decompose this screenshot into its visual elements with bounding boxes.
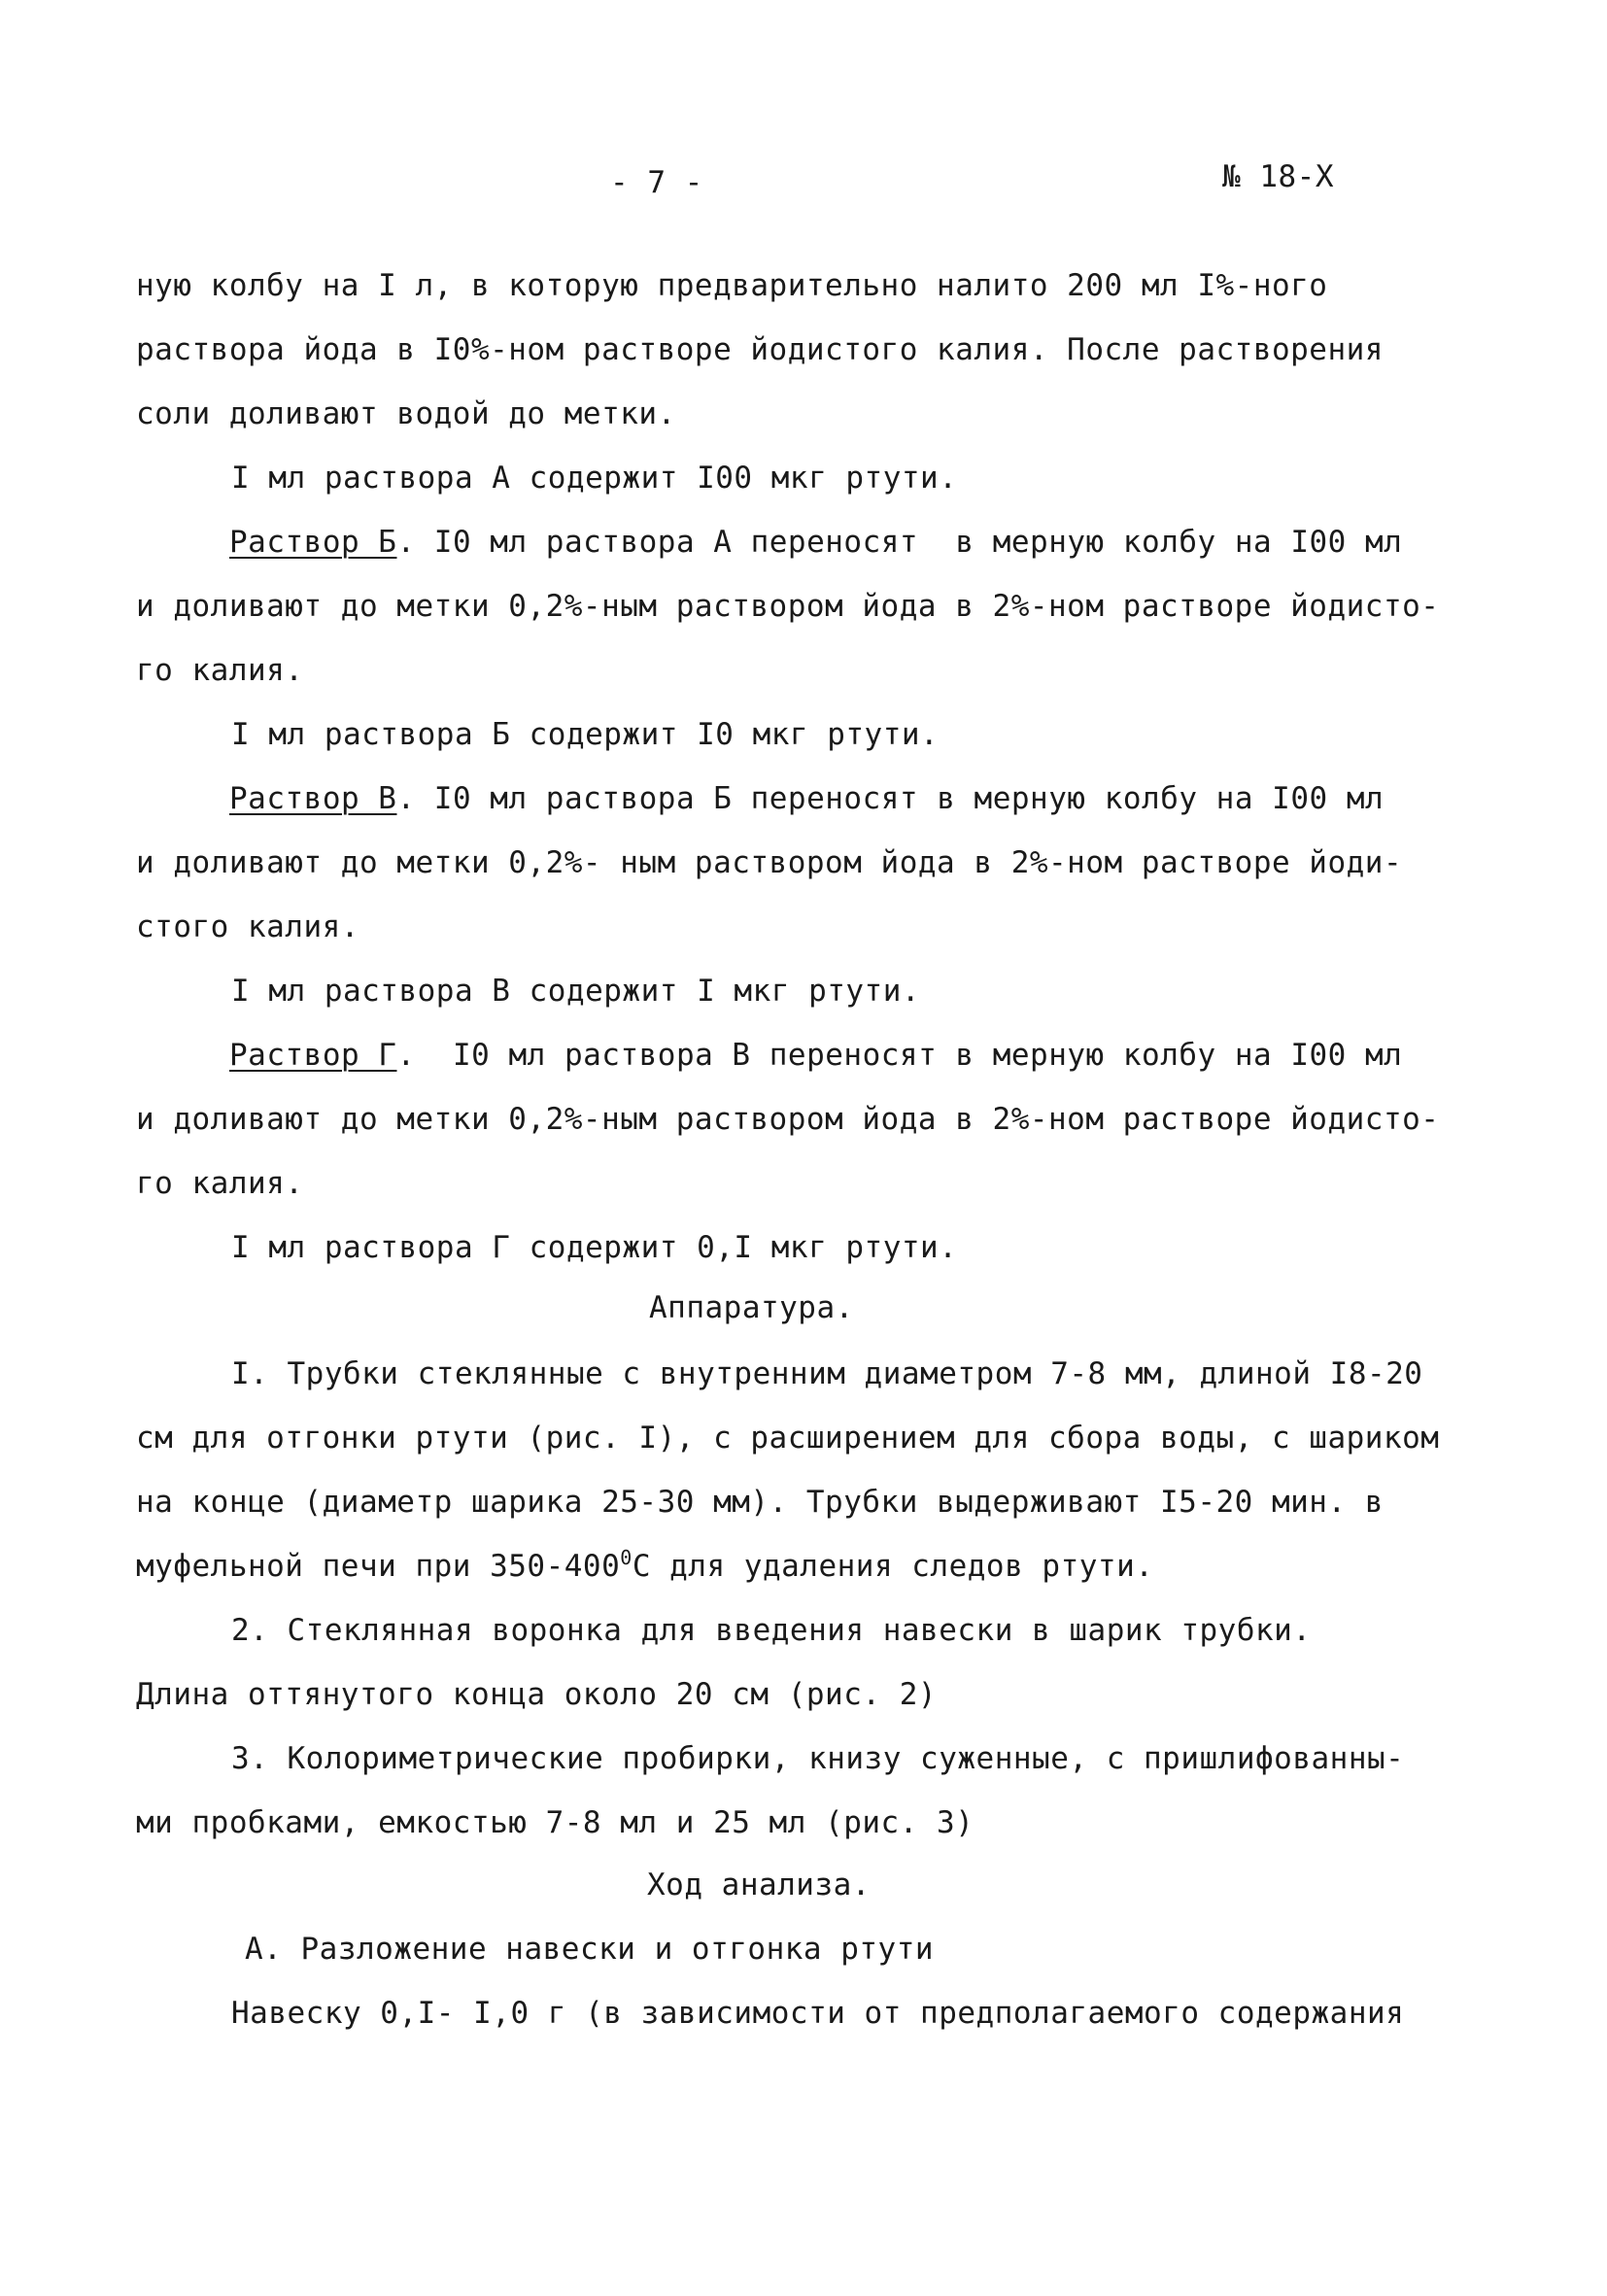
text-line-rest: . I0 мл раствора Б переносят в мерную колбу на I00 мл <box>396 781 1385 816</box>
text-line: го калия. <box>136 1166 304 1201</box>
inline-heading: Раствор Г <box>229 1038 397 1073</box>
text-line: I мл раствора Б содержит I0 мкг ртути. <box>231 717 940 752</box>
text-line: на конце (диаметр шарика 25-30 мм). Трубки выдерживают I5-20 мин. в <box>136 1485 1384 1520</box>
text-line-with-heading <box>229 779 1384 818</box>
text-line: 2. Стеклянная воронка для введения навески в шарик трубки. <box>231 1613 1312 1648</box>
document-number: № 18-Х <box>1222 159 1334 194</box>
text-line: го калия. <box>136 653 304 688</box>
text-line-rest: . I0 мл раствора В переносят в мерную колбу на I00 мл <box>396 1038 1403 1073</box>
text-part: муфельной печи при 350-400 <box>136 1549 621 1584</box>
text-line: 3. Колориметрические пробирки, книзу суженные, с пришлифованны- <box>231 1741 1405 1776</box>
text-line: I мл раствора А содержит I00 мкг ртути. <box>231 461 958 496</box>
text-line: и доливают до метки 0,2%-ным раствором йода в 2%-ном растворе йодисто- <box>136 589 1440 624</box>
subsection-heading: А. Разложение навески и отгонка ртути <box>245 1932 935 1967</box>
superscript: 0 <box>620 1546 633 1569</box>
section-heading: Ход анализа. <box>647 1868 871 1902</box>
text-line: Длина оттянутого конца около 20 см (рис. 2) <box>136 1677 938 1712</box>
text-line: см для отгонки ртути (рис. I), с расширением для сбора воды, с шариком <box>136 1421 1440 1456</box>
inline-heading: Раствор В <box>229 781 397 816</box>
text-line: ми пробками, емкостью 7-8 мл и 25 мл (рис. 3) <box>136 1805 974 1840</box>
text-line: стого калия. <box>136 909 359 944</box>
text-line: I. Трубки стеклянные с внутренним диаметром 7-8 мм, длиной I8-20 <box>231 1356 1423 1391</box>
section-heading: Аппаратура. <box>649 1290 854 1325</box>
text-line: I мл раствора В содержит I мкг ртути. <box>231 974 921 1009</box>
inline-heading: Раствор Б <box>229 525 397 560</box>
text-line: соли доливают водой до метки. <box>136 396 676 431</box>
text-line: Навеску 0,I- I,0 г (в зависимости от предполагаемого содержания <box>231 1996 1405 2031</box>
text-line-rest: . I0 мл раствора А переносят в мерную колбу на I00 мл <box>396 525 1403 560</box>
text-line: и доливают до метки 0,2%-ным раствором йода в 2%-ном растворе йодисто- <box>136 1102 1440 1137</box>
text-line-with-heading <box>229 523 1402 562</box>
text-line-with-heading <box>229 1036 1402 1075</box>
text-line: и доливают до метки 0,2%- ным раствором йода в 2%-ном растворе йоди- <box>136 845 1403 880</box>
text-line: ную колбу на I л, в которую предварительно налито 200 мл I%-ного <box>136 268 1328 303</box>
text-part: С для удаления следов ртути. <box>632 1549 1154 1584</box>
text-line: раствора йода в I0%-ном растворе йодистого калия. После растворения <box>136 332 1384 367</box>
text-line: I мл раствора Г содержит 0,I мкг ртути. <box>231 1230 958 1265</box>
page-number: - 7 - <box>610 165 703 200</box>
text-line <box>136 1547 1153 1586</box>
